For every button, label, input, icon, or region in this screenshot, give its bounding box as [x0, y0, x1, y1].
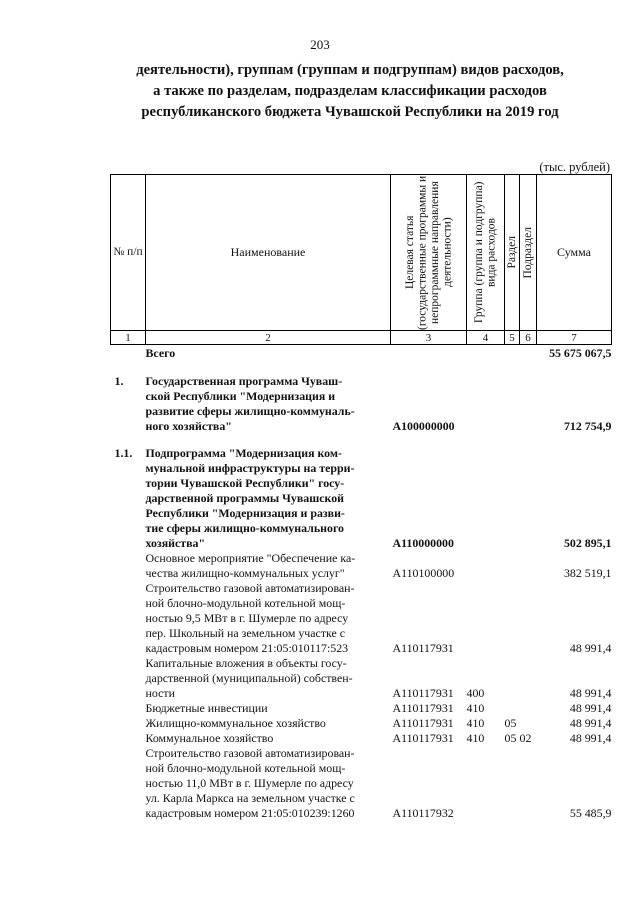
title-line: а также по разделам, подразделам классификации расходов	[153, 83, 547, 99]
row-amount: 712 754,9	[563, 419, 612, 433]
row-name-line: ской Республики "Модернизация и	[145, 389, 336, 403]
row-name-line: тие сферы жилищно-коммунального	[145, 521, 344, 535]
row-name-line: Коммунальное хозяйство	[145, 731, 274, 745]
row-name	[146, 374, 391, 434]
row-subsection: 02	[519, 731, 532, 745]
row-name	[146, 345, 391, 363]
row-name-line: дарственной (муниципальной) собствен-	[145, 671, 353, 685]
row-name-line: Подпрограмма "Модернизация ком-	[145, 446, 342, 460]
row-expense-group: 410	[466, 701, 485, 715]
row-subsection	[520, 656, 537, 701]
row-amount: 48 991,4	[569, 701, 612, 715]
header-target-article: Целевая статья (государственные программы и непрограммные направления деятельности)	[391, 175, 467, 331]
row-spacer	[111, 434, 612, 446]
table-row	[111, 551, 612, 581]
row-amount: 502 895,1	[563, 536, 612, 550]
row-name	[146, 716, 391, 731]
row-name-line: дарственной программы Чувашской	[145, 491, 345, 505]
header-num: № п/п	[111, 175, 146, 331]
header-section: Раздел	[505, 175, 520, 331]
row-name	[146, 701, 391, 716]
row-spacer-cell	[111, 362, 612, 374]
row-section	[505, 551, 520, 581]
document-title	[100, 60, 600, 123]
page-number: 203	[310, 37, 330, 52]
row-number	[111, 746, 146, 821]
title-line: республиканского бюджета Чувашской Республики на 2019 год	[141, 104, 559, 120]
row-expense-group	[467, 581, 505, 656]
row-name-line: мунальной инфраструктуры на терри-	[145, 461, 355, 475]
row-name-line: чества жилищно-коммунальных услуг"	[145, 566, 345, 580]
row-name-line: Строительство газовой автоматизирован-	[145, 581, 355, 595]
title-line: деятельности), группам (группам и подгруппам) видов расходов,	[136, 62, 564, 78]
row-expense-group	[467, 551, 505, 581]
row-name-line: ной блочно-модульной котельной мощ-	[145, 761, 346, 775]
column-number: 5	[505, 331, 520, 345]
table-row	[111, 656, 612, 701]
table-row	[111, 374, 612, 434]
column-number: 1	[111, 331, 146, 345]
row-target-article: A110117931	[392, 716, 454, 730]
column-number: 4	[467, 331, 505, 345]
row-name-line: хозяйства"	[145, 536, 206, 550]
row-name-line: кадастровым номером 21:05:010117:523	[145, 641, 349, 655]
row-name-line: ной блочно-модульной котельной мощ-	[145, 596, 346, 610]
budget-table	[110, 174, 612, 821]
row-target-article	[391, 345, 467, 363]
row-target-article: A100000000	[392, 419, 455, 433]
unit-label: (тыс. рублей)	[539, 160, 610, 174]
row-name-line: ностью 11,0 МВт в г. Шумерле по адресу	[145, 776, 354, 790]
row-subsection	[520, 374, 537, 434]
row-section	[505, 656, 520, 701]
row-subsection	[520, 581, 537, 656]
row-name-line: Капитальные вложения в объекты госу-	[145, 656, 347, 670]
column-number: 7	[537, 331, 612, 345]
row-name-line: Основное мероприятие "Обеспечение ка-	[145, 551, 356, 565]
table-body	[111, 345, 612, 822]
row-name-line: Государственная программа Чуваш-	[145, 374, 343, 388]
row-section	[505, 701, 520, 716]
row-name-line: тории Чувашской Республики" госу-	[145, 476, 345, 490]
header-name: Наименование	[146, 175, 391, 331]
row-number: 1.	[114, 374, 124, 388]
row-name-line: Жилищно-коммунальное хозяйство	[145, 716, 326, 730]
row-subsection	[520, 551, 537, 581]
row-number	[111, 551, 146, 581]
row-amount: 55 675 067,5	[549, 346, 612, 360]
row-expense-group: 410	[466, 731, 485, 745]
table-row	[111, 731, 612, 746]
row-number	[111, 716, 146, 731]
row-amount: 382 519,1	[563, 566, 612, 580]
header-amount: Сумма	[537, 175, 612, 331]
column-number: 2	[146, 331, 391, 345]
row-name	[146, 746, 391, 821]
row-name-line: развитие сферы жилищно-коммуналь-	[145, 404, 355, 418]
row-name	[146, 656, 391, 701]
row-subsection	[520, 345, 537, 363]
row-number	[111, 701, 146, 716]
row-expense-group	[467, 446, 505, 551]
row-spacer-cell	[111, 434, 612, 446]
row-target-article: A110117932	[392, 806, 454, 820]
row-expense-group	[467, 746, 505, 821]
row-name-line: Строительство газовой автоматизирован-	[145, 746, 355, 760]
row-number	[111, 345, 146, 363]
row-target-article: A110117931	[392, 641, 454, 655]
row-number	[111, 581, 146, 656]
row-target-article: A110117931	[392, 686, 454, 700]
row-number	[111, 656, 146, 701]
row-name-line: Республики "Модернизация и разви-	[145, 506, 345, 520]
row-expense-group: 410	[466, 716, 485, 730]
row-expense-group	[467, 345, 505, 363]
table-row	[111, 581, 612, 656]
row-amount: 55 485,9	[569, 806, 612, 820]
table-row	[111, 345, 612, 363]
row-amount: 48 991,4	[569, 641, 612, 655]
row-section	[505, 345, 520, 363]
header-subsection: Подраздел	[520, 175, 537, 331]
row-amount: 48 991,4	[569, 716, 612, 730]
row-name-line: пер. Школьный на земельном участке с	[145, 626, 346, 640]
row-number	[111, 731, 146, 746]
row-subsection	[520, 701, 537, 716]
row-section	[505, 746, 520, 821]
row-section: 05	[504, 731, 517, 745]
row-target-article: A110000000	[392, 536, 454, 550]
row-expense-group: 400	[466, 686, 485, 700]
row-target-article: A110117931	[392, 701, 454, 715]
row-expense-group	[467, 374, 505, 434]
row-name	[146, 581, 391, 656]
column-number: 6	[520, 331, 537, 345]
row-name-line: Бюджетные инвестиции	[145, 701, 268, 715]
row-section	[505, 374, 520, 434]
row-name	[146, 551, 391, 581]
row-section	[505, 446, 520, 551]
row-name-line: ул. Карла Маркса на земельном участке с	[145, 791, 355, 805]
row-subsection	[520, 746, 537, 821]
row-number: 1.1.	[114, 446, 133, 460]
table-row	[111, 716, 612, 731]
row-target-article: A110100000	[392, 566, 455, 580]
header-expense-group: Группа (группа и подгруппа) вида расходов	[467, 175, 505, 331]
table-row	[111, 701, 612, 716]
row-subsection	[520, 446, 537, 551]
row-section	[505, 581, 520, 656]
row-target-article: A110117931	[392, 731, 454, 745]
row-amount: 48 991,4	[569, 686, 612, 700]
column-number: 3	[391, 331, 467, 345]
row-name-line: ности	[145, 686, 175, 700]
row-name-line: ностью 9,5 МВт в г. Шумерле по адресу	[145, 611, 349, 625]
row-section: 05	[504, 716, 517, 730]
row-spacer	[111, 362, 612, 374]
table-row	[111, 746, 612, 821]
row-name	[146, 446, 391, 551]
table-row	[111, 446, 612, 551]
row-name-line: ного хозяйства"	[145, 419, 232, 433]
row-name-line: кадастровым номером 21:05:010239:1260	[145, 806, 355, 820]
row-subsection	[520, 716, 537, 731]
row-name-line: Всего	[145, 346, 176, 360]
row-amount: 48 991,4	[569, 731, 612, 745]
row-name	[146, 731, 391, 746]
